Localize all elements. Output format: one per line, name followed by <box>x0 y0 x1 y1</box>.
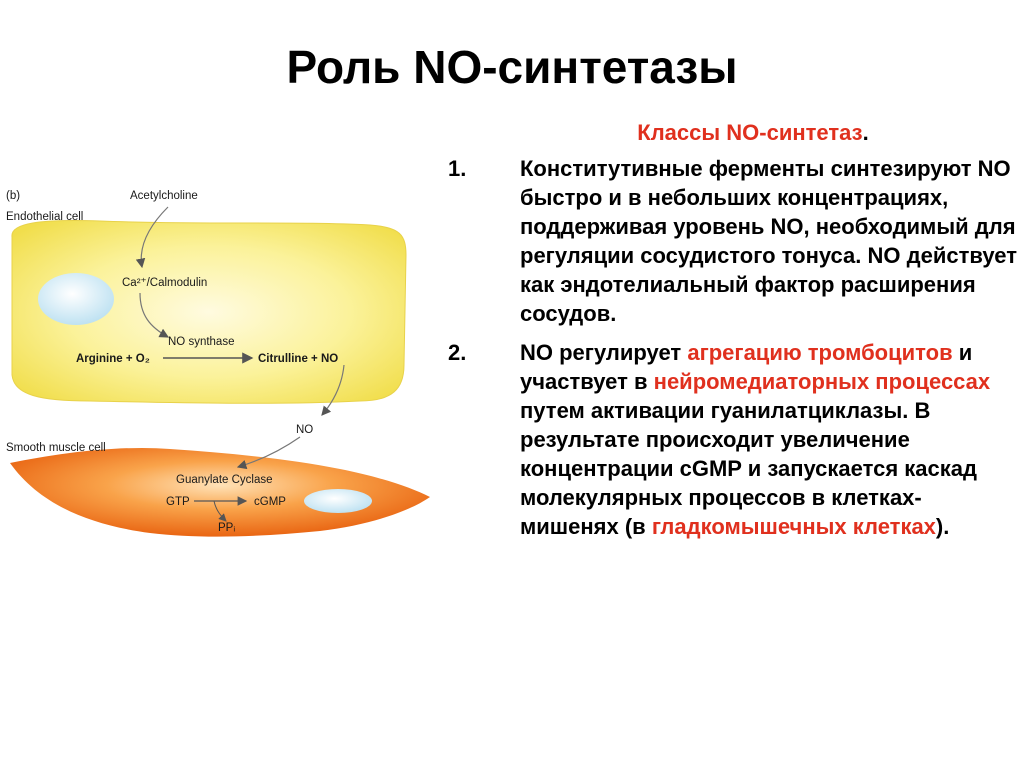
item-text-part: NO регулирует <box>520 340 688 365</box>
subheading-dot: . <box>862 120 869 145</box>
no-synthase-label: NO synthase <box>168 336 235 348</box>
content-panel <box>448 120 1018 541</box>
highlight-smooth-muscle-cells: гладкомышечных клетках <box>651 514 936 539</box>
item-number: 1. <box>448 156 467 181</box>
list-item <box>448 154 1018 328</box>
ppi-label: PPᵢ <box>218 522 236 534</box>
item-text: Конститутивные ферменты синтезируют NO быстро и в небольших концентрациях, поддерживая уровень NO, необходимый для регуляции сосудистого тонуса. NO действует как эндотелиальный фактор расширения сосудов. <box>520 156 1018 326</box>
item-text-part: ). <box>935 514 950 539</box>
no-signaling-figure <box>0 175 438 567</box>
item-number: 2. <box>448 340 467 365</box>
highlight-platelet-aggregation: агрегацию тромбоцитов <box>687 340 953 365</box>
acetylcholine-label: Acetylcholine <box>130 190 198 202</box>
no-diffusing-label: NO <box>296 424 314 436</box>
list-item <box>448 338 1018 541</box>
guanylate-cyclase-label: Guanylate Cyclase <box>176 474 273 486</box>
reaction-left-label: Arginine + O₂ <box>76 353 150 365</box>
classes-subheading <box>448 120 1018 146</box>
cgmp-label: cGMP <box>254 496 286 508</box>
item-text-part: и участвует в <box>520 340 973 394</box>
subheading-text: Классы NO-синтетаз <box>637 120 863 145</box>
calmodulin-label: Ca²⁺/Calmodulin <box>122 277 208 289</box>
slide-title: Роль NO-синтетазы <box>286 41 738 93</box>
endothelial-cell-label: Endothelial cell <box>6 211 84 223</box>
item-text-part: путем активации гуанилатциклазы. В результате происходит увеличение концентрации cGMP и запускается каскад молекулярных процессов в клетках-мишенях (в <box>520 398 977 539</box>
endothelial-nucleus <box>38 273 114 325</box>
reaction-right-label: Citrulline + NO <box>258 353 339 365</box>
panel-label: (b) <box>6 190 21 202</box>
smooth-muscle-label: Smooth muscle cell <box>6 442 106 454</box>
gtp-label: GTP <box>166 496 190 508</box>
muscle-nucleus <box>304 489 372 513</box>
highlight-neuromediator-processes: нейромедиаторных процессах <box>653 369 991 394</box>
